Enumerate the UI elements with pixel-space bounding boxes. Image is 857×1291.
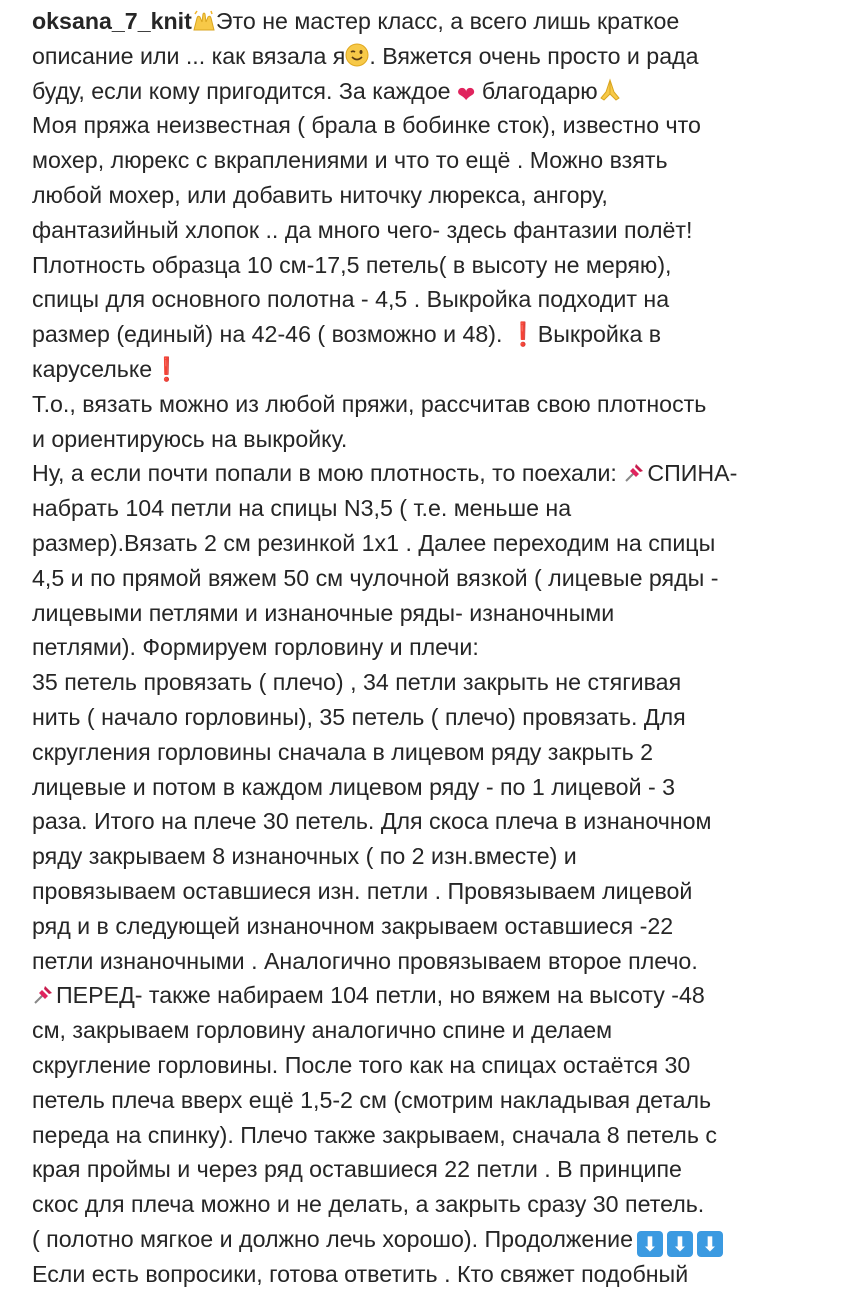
caption-line: скругления горловины сначала в лицевом ряду закрыть 2	[32, 738, 654, 765]
heart-icon: ❤	[457, 82, 476, 108]
caption-line: петли изнаночными . Аналогично провязываем второе плечо.	[32, 947, 698, 974]
caption-text: СПИНА-	[647, 460, 738, 487]
caption-line: любой мохер, или добавить ниточку люрекса, ангору,	[32, 181, 608, 208]
exclamation-icon: ❗	[508, 321, 538, 349]
caption-text: буду, если кому пригодится. За каждое	[32, 77, 458, 104]
winking-face-icon	[345, 43, 369, 67]
caption-text: ПЕРЕД- также набираем 104 петли, но вяжем на высоту -48	[56, 982, 705, 1009]
caption-line: набрать 104 петли на спицы N3,5 ( т.е. меньше на	[32, 495, 572, 522]
exclamation-icon: ❗	[152, 355, 182, 383]
caption-line	[32, 317, 842, 352]
caption-text: Выкройка в	[537, 321, 662, 348]
caption-line: лицевые и потом в каждом лицевом ряду - по 1 лицевой - 3	[32, 773, 676, 800]
caption-line: края проймы и через ряд оставшиеся 22 петли . В принципе	[32, 1156, 682, 1183]
caption-text: ( полотно мягкое и должно лечь хорошо). Продолжение	[32, 1225, 633, 1252]
caption-line	[32, 352, 842, 387]
arrow-down-icon: ⬇	[697, 1231, 723, 1257]
folded-hands-icon	[598, 78, 622, 102]
caption-line: спицы для основного полотна - 4,5 . Выкройка подходит на	[32, 286, 670, 313]
caption-text: карусельке	[32, 355, 153, 382]
caption-line	[32, 1222, 842, 1257]
caption-line: мохер, люрекс с вкраплениями и что то ещё . Можно взять	[32, 147, 668, 174]
caption-text: Это не мастер класс, а всего лишь краткое	[215, 8, 680, 34]
caption-line: нить ( начало горловины), 35 петель ( плечо) провязать. Для	[32, 703, 686, 730]
caption-line-cut: Если есть вопросики, готова ответить . Кто свяжет подобный	[32, 1260, 689, 1287]
caption-line: Т.о., вязать можно из любой пряжи, рассчитав свою плотность	[32, 390, 707, 417]
pushpin-icon	[32, 982, 56, 1006]
arrow-down-icon: ⬇	[667, 1231, 693, 1257]
caption-line: лицевыми петлями и изнаночные ряды- изнаночными	[32, 599, 615, 626]
username-link[interactable]: oksana_7_knit	[32, 8, 192, 34]
caption-line: скругление горловины. После того как на спицах остаётся 30	[32, 1051, 691, 1078]
arrow-down-icon: ⬇	[637, 1231, 663, 1257]
post-caption	[32, 4, 842, 1291]
caption-text: размер (единый) на 42-46 ( возможно и 48).	[32, 321, 509, 348]
caption-line: петель плеча вверх ещё 1,5-2 см (смотрим накладывая деталь	[32, 1086, 712, 1113]
caption-line: петлями). Формируем горловину и плечи:	[32, 634, 479, 661]
caption-line: см, закрываем горловину аналогично спине и делаем	[32, 1017, 613, 1044]
pushpin-icon	[623, 460, 647, 484]
caption-line	[32, 39, 842, 74]
caption-line: 4,5 и по прямой вяжем 50 см чулочной вязкой ( лицевые ряды -	[32, 564, 719, 591]
caption-text: Ну, а если почти попали в мою плотность, то поехали:	[32, 460, 624, 487]
raising-hands-icon	[192, 10, 216, 32]
caption-line: скос для плеча можно и не делать, а закрыть сразу 30 петель.	[32, 1191, 705, 1218]
caption-line: раза. Итого на плече 30 петель. Для скоса плеча в изнаночном	[32, 808, 712, 835]
caption-line: размер).Вязать 2 см резинкой 1х1 . Далее переходим на спицы	[32, 529, 716, 556]
caption-line: переда на спинку). Плечо также закрываем, сначала 8 петель с	[32, 1121, 717, 1148]
caption-line: фантазийный хлопок .. да много чего- здесь фантазии полёт!	[32, 216, 693, 243]
caption-line	[32, 4, 842, 39]
caption-line: Моя пряжа неизвестная ( брала в бобинке сток), известно что	[32, 112, 701, 139]
caption-line: ряд и в следующей изнаночном закрываем оставшиеся -22	[32, 912, 674, 939]
caption-line	[32, 74, 842, 109]
caption-text: благодарю	[475, 77, 598, 104]
caption-text: . Вяжется очень просто и рада	[369, 42, 699, 69]
caption-line	[32, 456, 842, 491]
caption-line	[32, 978, 842, 1013]
caption-line: провязываем оставшиеся изн. петли . Провязываем лицевой	[32, 877, 693, 904]
caption-line: Плотность образца 10 см-17,5 петель( в высоту не меряю),	[32, 251, 672, 278]
caption-text: описание или ... как вязала я	[32, 42, 346, 69]
caption-line: 35 петель провязать ( плечо) , 34 петли закрыть не стягивая	[32, 669, 682, 696]
caption-line: и ориентируюсь на выкройку.	[32, 425, 348, 452]
caption-line: ряду закрываем 8 изнаночных ( по 2 изн.вместе) и	[32, 843, 577, 870]
